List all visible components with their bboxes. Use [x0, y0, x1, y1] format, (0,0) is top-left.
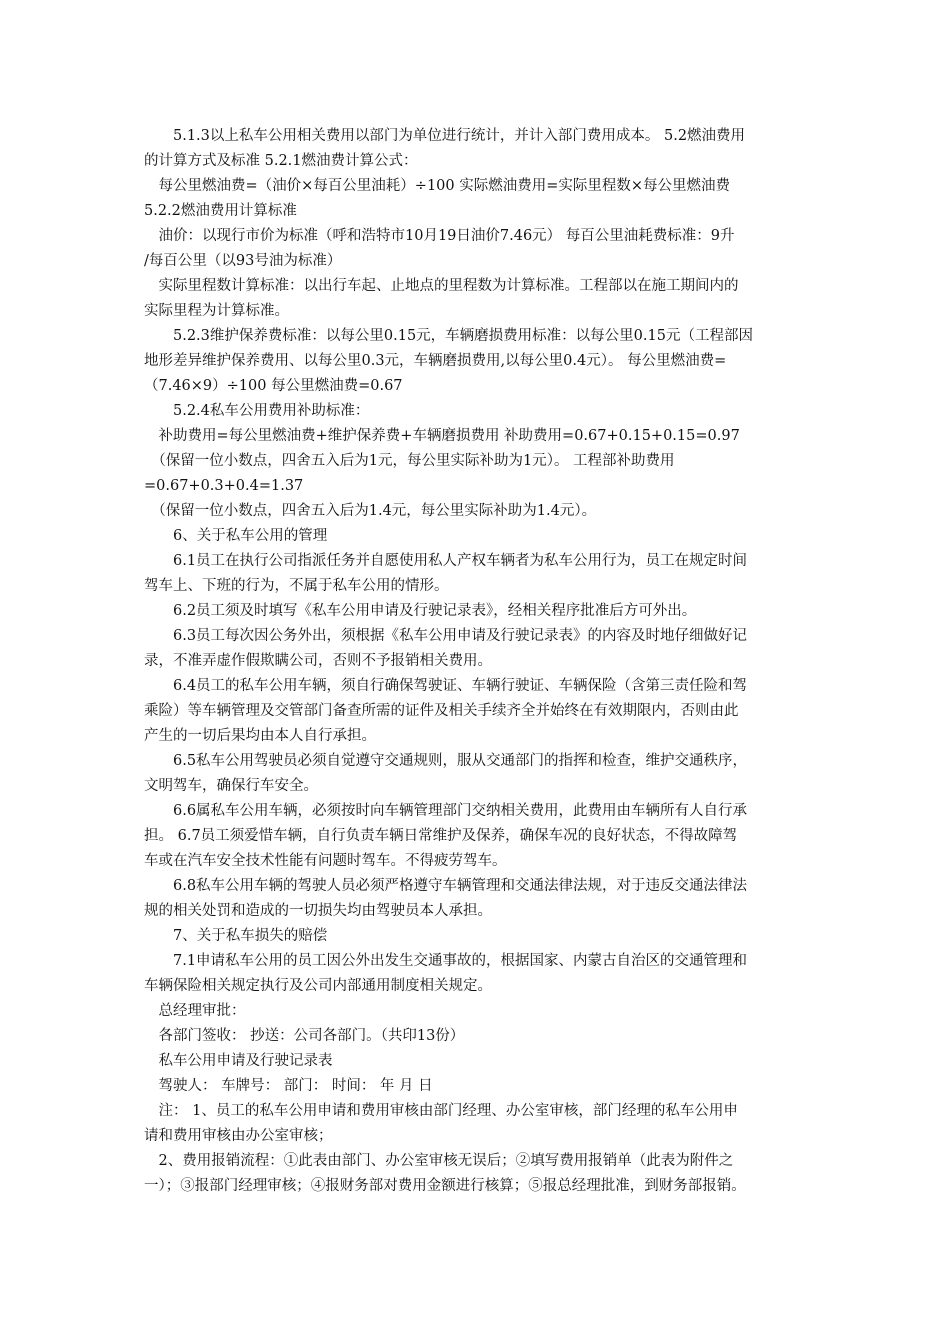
text-line: 5.2.3维护保养费标准：以每公里0.15元，车辆磨损费用标准：以每公里0.15元（工程部因	[144, 328, 753, 344]
text-line: 6.3员工每次因公务外出，须根据《私车公用申请及行驶记录表》的内容及时地仔细做好记	[144, 628, 748, 644]
text-line: =0.67+0.3+0.4=1.37	[144, 478, 304, 494]
text-line: 驾车上、下班的行为，不属于私车公用的情形。	[144, 578, 449, 594]
text-line: （保留一位小数点，四舍五入后为1.4元，每公里实际补助为1.4元）。	[144, 503, 597, 519]
text-line: 补助费用=每公里燃油费+维护保养费+车辆磨损费用 补助费用=0.67+0.15+0.15=0.97	[144, 428, 740, 444]
note-line: 2、费用报销流程：①此表由部门、办公室审核无误后；②填写费用报销单（此表为附件之	[144, 1153, 734, 1169]
text-line: 6.1员工在执行公司指派任务并自愿使用私人产权车辆者为私车公用行为，员工在规定时间	[144, 553, 748, 569]
text-line: 地形差异维护保养费用、以每公里0.3元，车辆磨损费用,以每公里0.4元）。 每公里燃油费=	[144, 353, 727, 369]
text-line: 乘险）等车辆管理及交管部门备查所需的证件及相关手续齐全并始终在有效期限内，否则由此	[144, 703, 739, 719]
text-line: 文明驾车，确保行车安全。	[144, 778, 318, 794]
document-body	[144, 124, 816, 1199]
section-heading: 7、关于私车损失的赔偿	[144, 928, 328, 944]
text-line: 5.2.4私车公用费用补助标准：	[144, 403, 370, 419]
text-line: 6.6属私车公用车辆，必须按时向车辆管理部门交纳相关费用，此费用由车辆所有人自行承	[144, 803, 748, 819]
text-line: 的计算方式及标准 5.2.1燃油费计算公式：	[144, 153, 418, 169]
note-line: 请和费用审核由办公室审核；	[144, 1128, 333, 1144]
text-line: 产生的一切后果均由本人自行承担。	[144, 728, 376, 744]
text-line: 实际里程为计算标准。	[144, 303, 289, 319]
signoff-line: 各部门签收： 抄送：公司各部门。（共印13份）	[144, 1028, 465, 1044]
text-line: 录，不准弄虚作假欺瞒公司，否则不予报销相关费用。	[144, 653, 492, 669]
form-fields-line: 驾驶人： 车牌号： 部门： 时间： 年 月 日	[144, 1078, 433, 1094]
section-heading: 6、关于私车公用的管理	[144, 528, 328, 544]
text-line: /每百公里（以93号油为标准）	[144, 253, 342, 269]
text-line: （保留一位小数点，四舍五入后为1元，每公里实际补助为1元）。 工程部补助费用	[144, 453, 675, 469]
text-line: 6.4员工的私车公用车辆，须自行确保驾驶证、车辆行驶证、车辆保险（含第三责任险和驾	[144, 678, 748, 694]
text-line: 6.2员工须及时填写《私车公用申请及行驶记录表》，经相关程序批准后方可外出。	[144, 603, 697, 619]
text-line: （7.46×9）÷100 每公里燃油费=0.67	[144, 378, 403, 394]
text-line: 规的相关处罚和造成的一切损失均由驾驶员本人承担。	[144, 903, 492, 919]
note-line: 一）；③报部门经理审核；④报财务部对费用金额进行核算；⑤报总经理批准，到财务部报销。	[144, 1178, 746, 1194]
text-line: 实际里程数计算标准：以出行车起、止地点的里程数为计算标准。工程部以在施工期间内的	[144, 278, 739, 294]
text-line: 担。 6.7员工须爱惜车辆，自行负责车辆日常维护及保养，确保车况的良好状态，不得故障驾	[144, 828, 738, 844]
text-line: 车或在汽车安全技术性能有问题时驾车。不得疲劳驾车。	[144, 853, 507, 869]
text-line: 车辆保险相关规定执行及公司内部通用制度相关规定。	[144, 978, 492, 994]
text-line: 每公里燃油费=（油价×每百公里油耗）÷100 实际燃油费用=实际里程数×每公里燃油费	[144, 178, 731, 194]
text-line: 7.1申请私车公用的员工因公外出发生交通事故的，根据国家、内蒙古自治区的交通管理和	[144, 953, 748, 969]
note-line: 注： 1、员工的私车公用申请和费用审核由部门经理、办公室审核，部门经理的私车公用申	[144, 1103, 738, 1119]
text-line: 5.1.3以上私车公用相关费用以部门为单位进行统计，并计入部门费用成本。 5.2燃油费用	[144, 128, 746, 144]
text-line: 5.2.2燃油费用计算标准	[144, 203, 297, 219]
text-line: 6.8私车公用车辆的驾驶人员必须严格遵守车辆管理和交通法律法规，对于违反交通法律法	[144, 878, 748, 894]
text-line: 6.5私车公用驾驶员必须自觉遵守交通规则，服从交通部门的指挥和检查，维护交通秩序，	[144, 753, 748, 769]
text-line: 油价：以现行市价为标准（呼和浩特市10月19日油价7.46元） 每百公里油耗费标准：9升	[144, 228, 735, 244]
approval-line: 总经理审批：	[144, 1003, 246, 1019]
form-title: 私车公用申请及行驶记录表	[144, 1053, 333, 1069]
